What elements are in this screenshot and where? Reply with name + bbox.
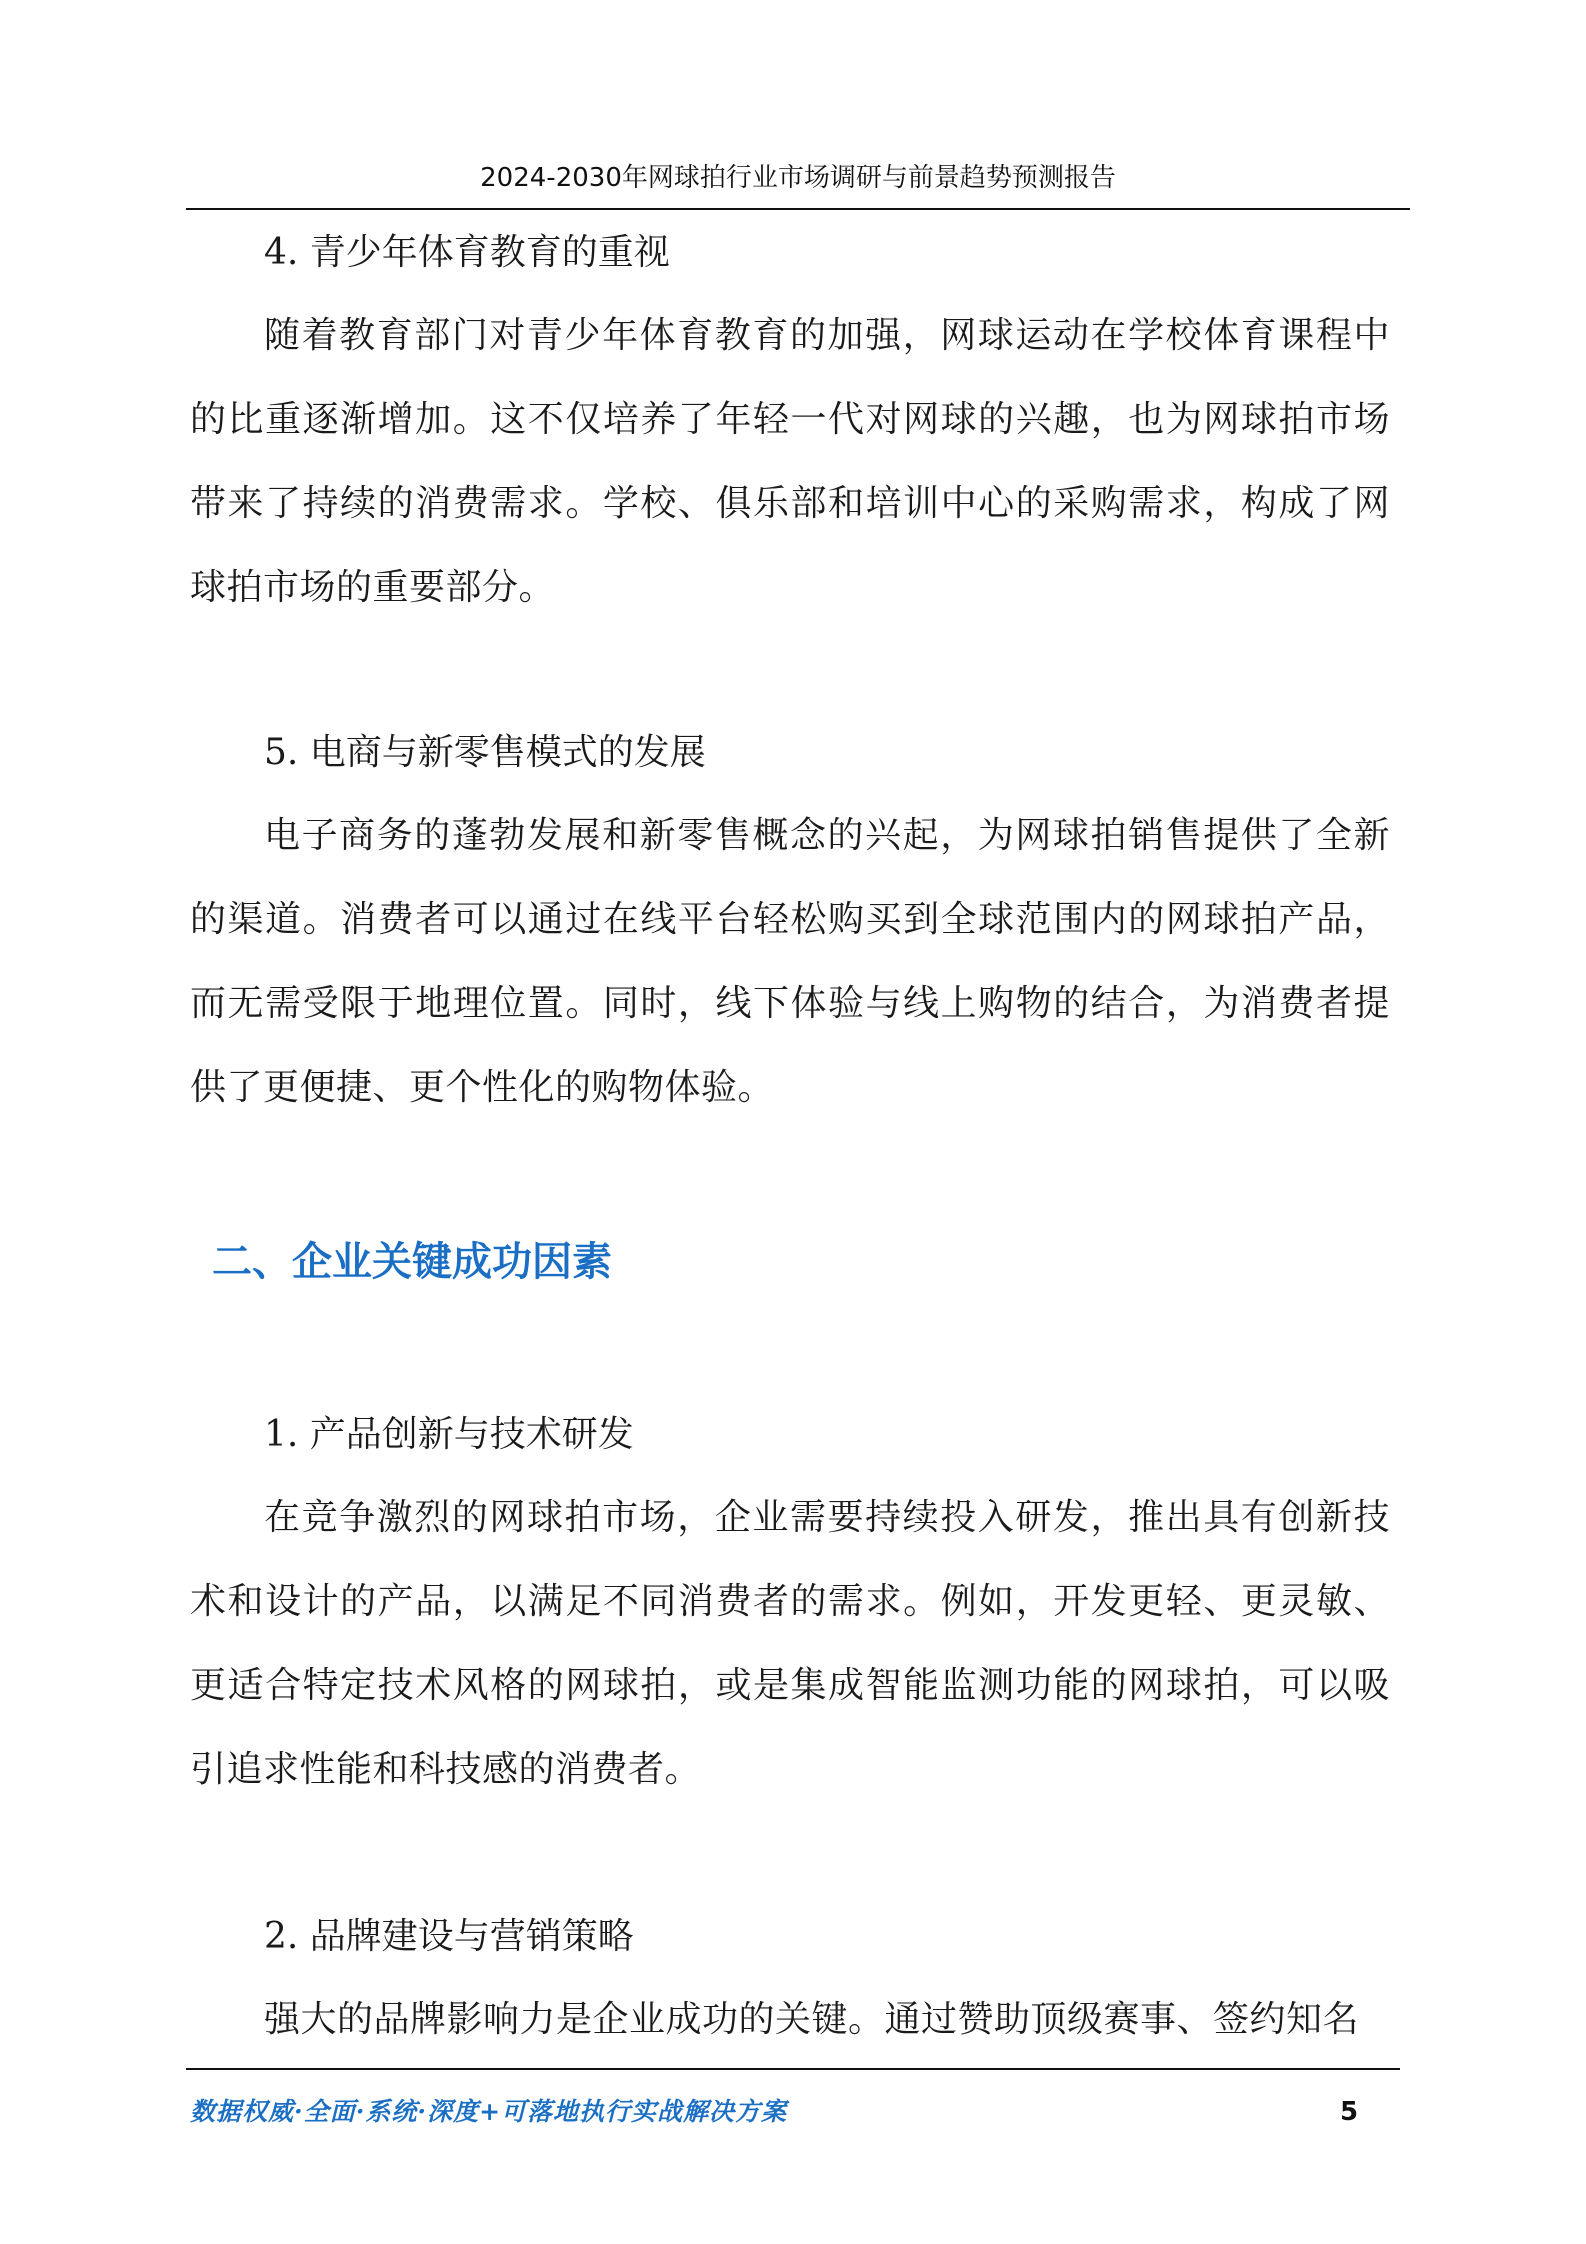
item2-paragraph: 强大的品牌影响力是企业成功的关键。通过赞助顶级赛事、签约知名 bbox=[264, 1999, 1360, 2040]
footer-tagline: 数据权威·全面·系统·深度+可落地执行实战解决方案 bbox=[190, 2097, 788, 2126]
item5-heading: 5. 电商与新零售模式的发展 bbox=[264, 732, 706, 773]
item2-heading: 2. 品牌建设与营销策略 bbox=[264, 1916, 634, 1957]
item1-paragraph: 在竞争激烈的网球拍市场，企业需要持续投入研发，推出具有创新技术和设计的产品，以满足不同消费者的需求。例如，开发更轻、更灵敏、更适合特定技术风格的网球拍，或是集成智能监测功能的网球拍，可以吸引追求性能和科技感的消费者。 bbox=[190, 1497, 1390, 1790]
footer-divider bbox=[186, 2068, 1400, 2070]
item4-paragraph: 随着教育部门对青少年体育教育的加强，网球运动在学校体育课程中的比重逐渐增加。这不仅培养了年轻一代对网球的兴趣，也为网球拍市场带来了持续的消费需求。学校、俱乐部和培训中心的采购需求，构成了网球拍市场的重要部分。 bbox=[190, 315, 1390, 608]
header-divider bbox=[186, 208, 1410, 210]
section-title: 二、企业关键成功因素 bbox=[212, 1239, 612, 1285]
item4-heading: 4. 青少年体育教育的重视 bbox=[264, 232, 670, 273]
item5-paragraph: 电子商务的蓬勃发展和新零售概念的兴起，为网球拍销售提供了全新的渠道。消费者可以通过在线平台轻松购买到全球范围内的网球拍产品，而无需受限于地理位置。同时，线下体验与线上购物的结合，为消费者提供了更便捷、更个性化的购物体验。 bbox=[190, 815, 1390, 1108]
item1-heading: 1. 产品创新与技术研发 bbox=[264, 1414, 634, 1455]
page-header-title: 2024-2030年网球拍行业市场调研与前景趋势预测报告 bbox=[480, 163, 1116, 193]
page-number: 5 bbox=[1340, 2097, 1359, 2127]
